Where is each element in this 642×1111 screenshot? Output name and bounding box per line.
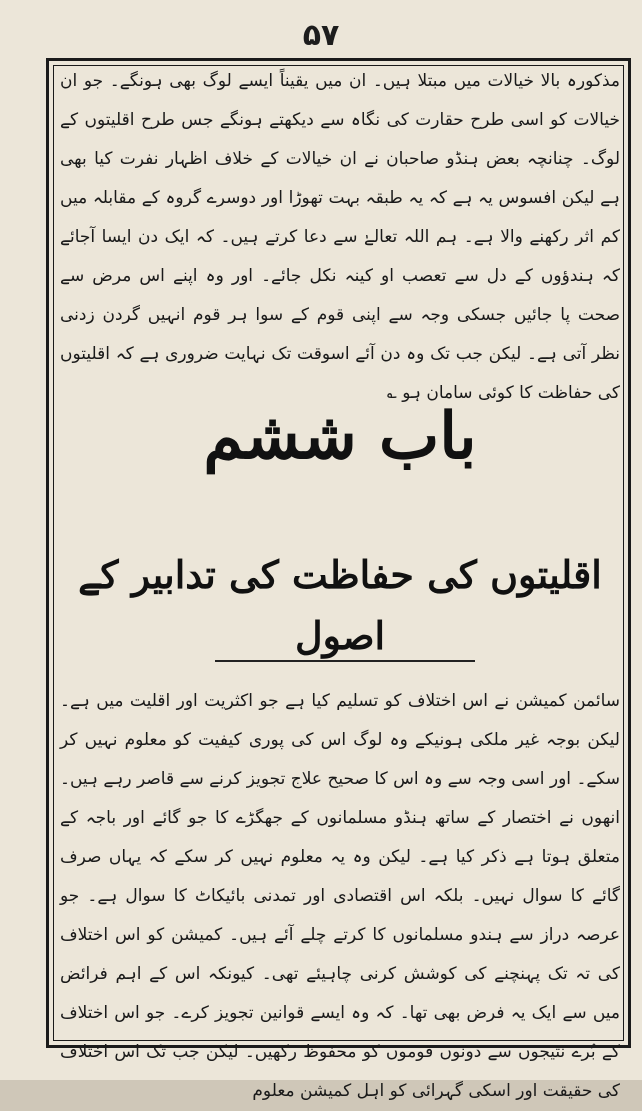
section-divider — [215, 660, 475, 662]
top-paragraph: مذکورہ بالا خیالات میں مبتلا ہیں۔ ان میں یقیناً ایسے لوگ بھی ہونگے۔ جو ان خیالات کو اسی طرح حقارت کی نگاہ سے دیکھتے ہونگے جس طرح اقلیتوں کے لوگ۔ چنانچہ بعض ہنڈو صاحبان نے ان خیالات کے خلاف اظہار نفرت کیا بھی ہے لیکن افسوس یہ ہے کہ یہ طبقہ بہت تھوڑا اور دوسرے گروہ کے مقابلہ میں کم اثر رکھنے والا ہے۔ ہم اللہ تعالےٰ سے دعا کرتے ہیں۔ کہ ایک دن ایسا آجائے کہ ہندؤوں کے دل سے تعصب او کینہ نکل جائے۔ اور وہ اپنے اس مرض سے صحت پا جائیں جسکی وجہ سے اپنی قوم کے سوا ہر قوم انہیں گردن زدنی نظر آتی ہے۔ لیکن جب تک وہ دن آئے اسوقت تک نہایت ضروری ہے کہ اقلیتوں کی حفاظت کا کوئی سامان ہو ؎ — [60, 71, 620, 403]
bottom-paragraph: سائمن کمیشن نے اس اختلاف کو تسلیم کیا ہے جو اکثریت اور اقلیت میں ہے۔ لیکن بوجہ غیر ملکی ہونیکے وہ لوگ اس کی پوری کیفیت کو معلوم نہیں کر سکے۔ اور اسی وجہ سے وہ اس کا صحیح علاج تجویز کرنے سے قاصر رہے ہیں۔ انھوں نے اختصار کے ساتھ ہنڈو مسلمانوں کے جھگڑے کا جو گائے اور باجہ کے متعلق ہوتا ہے ذکر کیا ہے۔ لیکن وہ یہ معلوم نہیں کر سکے کہ یہاں صرف گائے کا سوال نہیں۔ بلکہ اس اقتصادی اور تمدنی بائیکاٹ کا سوال ہے۔ جو عرصہ دراز سے ہندو مسلمانوں کا کرتے چلے آئے ہیں۔ کمیشن کو اس اختلاف کی تہ تک پہنچنے کی کوشش کرنی چاہیئے تھی۔ کیونکہ اس کے اہم فرائض میں سے ایک یہ فرض بھی تھا۔ کہ وہ ایسے قوانین تجویز کرے۔ جو اس اختلاف کے بُرے نتیجوں سے دونوں قوموں کو محفوظ رکھیں۔ لیکن جب تک اس اختلاف کی حقیقت اور اسکی گہرائی کو اہل کمیشن معلوم — [60, 691, 620, 1101]
page-number: ۵۷ — [302, 18, 340, 53]
chapter-subtitle: اقلیتوں کی حفاظت کی تدابیر کے اصول — [78, 552, 602, 658]
chapter-heading: باب ششم — [203, 399, 477, 474]
